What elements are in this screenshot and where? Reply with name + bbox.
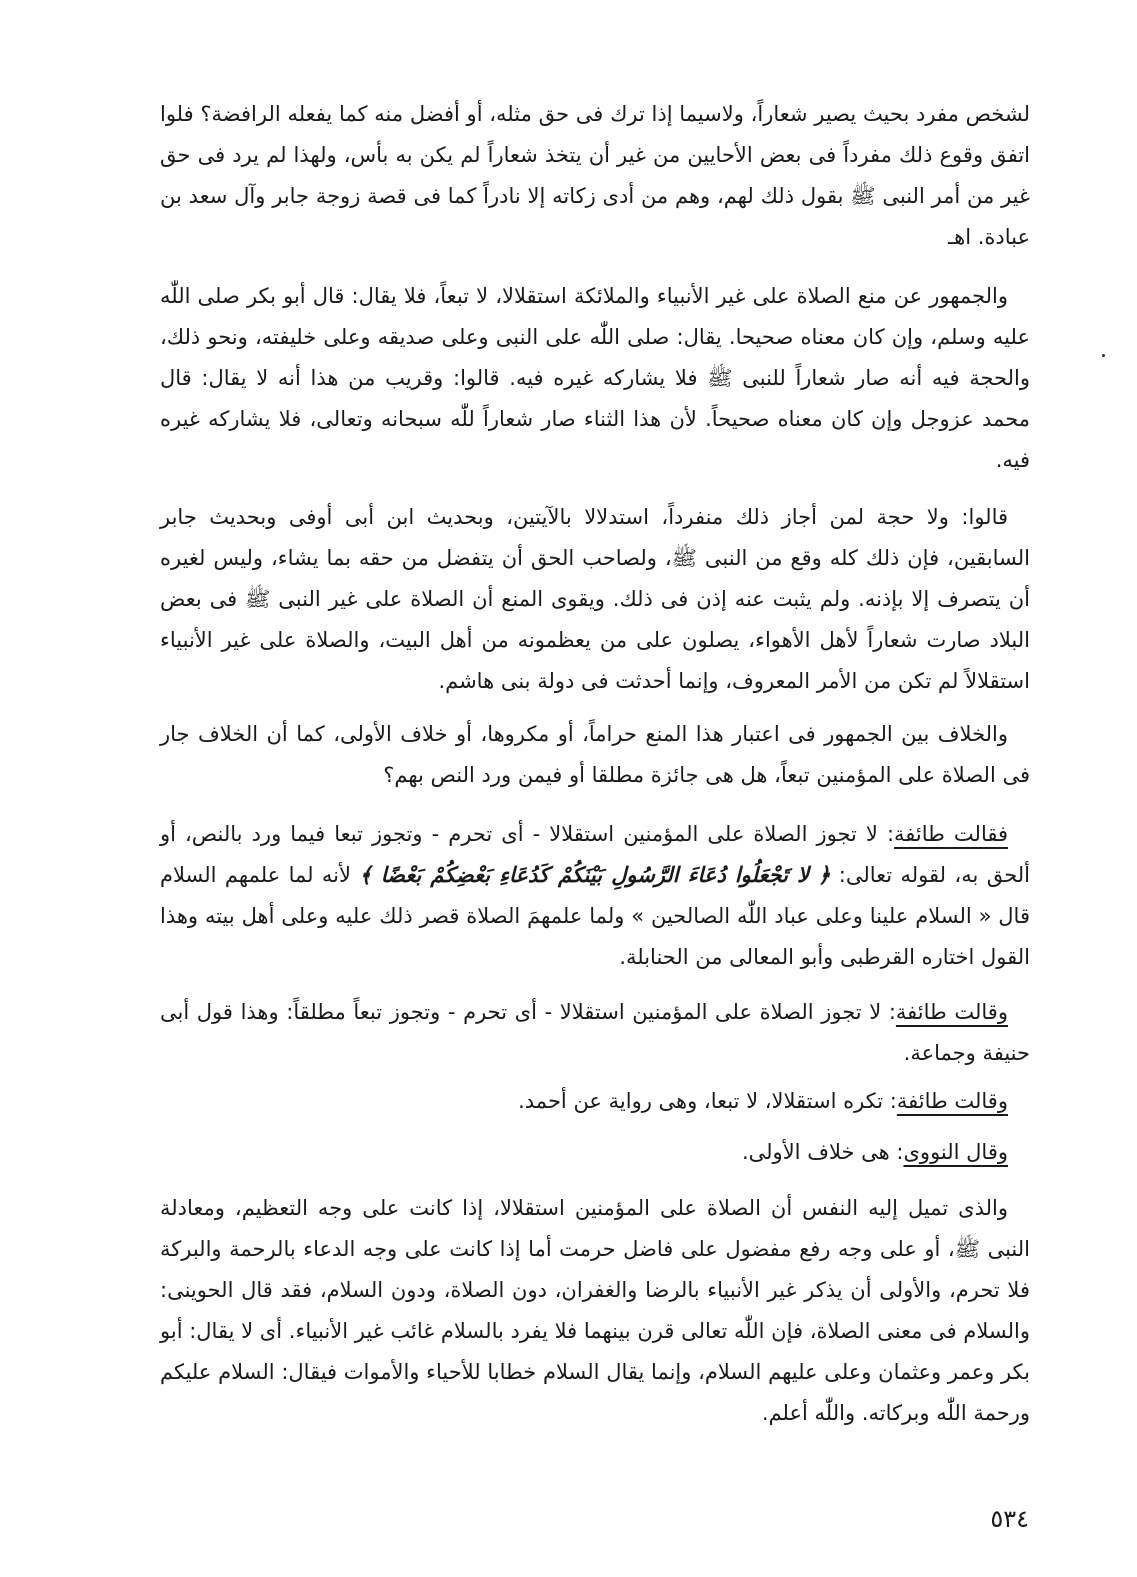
paragraph-lead: فقالت طائفة [894,822,1009,846]
paragraph-lead: وقال النووى [903,1140,1008,1164]
paragraph-text: : هى خلاف الأولى. [741,1140,904,1164]
paragraph-text: : تكره استقلالا، لا تبعا، وهى رواية عن أحمد. [518,1089,897,1113]
paragraph-text: لشخص مفرد بحيث يصير شعاراً، ولاسيما إذا ترك فى حق مثله، أو أفضل منه كما يفعله الرافضة؟ فلوا اتفق وقوع ذلك مفرداً فى بعض الأحايين من غير أن يتخذ شعاراً لم يكن به بأس، ولهذا لم يرد فى حق غير من أمر النبى ﷺ بقول ذلك لهم، وهم من أدى زكاته إلا نادراً كما فى قصة زوجة جابر وآل سعد بن عبادة. اهـ [160,102,1030,249]
paragraph-text: لأنه لما علمهم السلام قال « السلام علينا وعلى عباد اللّٰه الصالحين » ولما علمهمَ الصلاة قصر ذلك عليه وعلى أهل بيته وهذا القول اختاره القرطبى وأبو المعالى من الحنابلة. [160,863,1030,969]
body-paragraph-7 [160,1081,1030,1122]
paragraph-text: والجمهور عن منع الصلاة على غير الأنبياء والملائكة استقلالا، لا تبعاً، فلا يقال: قال أبو بكر صلى اللّٰه عليه وسلم، وإن كان معناه صحيحا. يقال: صلى اللّٰه على النبى وعلى صديقه وعلى خليفته، ونحو ذلك، والحجة فيه أنه صار شعاراً للنبى ﷺ فلا يشاركه غيره فيه. قالوا: وقريب من هذا أنه لا يقال: قال محمد عزوجل وإن كان معناه صحيحاً. لأن هذا الثناء صار شعاراً للّٰه سبحانه وتعالى، فلا يشاركه غيره فيه. [160,284,1030,472]
paragraph-text: والخلاف بين الجمهور فى اعتبار هذا المنع حراماً، أو مكروها، أو خلاف الأولى، كما أن الخلاف جار فى الصلاة على المؤمنين تبعاً، هل هى جائزة مطلقا أو فيمن ورد النص بهم؟ [160,722,1030,787]
paragraph-text: : لا تجوز الصلاة على المؤمنين استقلالا - أى تحرم - وتجوز تبعاً مطلقاً: وهذا قول أبى حنيفة وجماعة. [160,1000,1030,1065]
body-paragraph-2 [160,276,1030,481]
body-paragraph-6 [160,992,1030,1074]
quran-verse: ﴿ لا تَجْعَلُوا دُعَاءَ الرَّسُولِ بَيْنَكُمْ كَدُعَاءِ بَعْضِكُمْ بَعْضًا ﴾ [359,863,831,887]
body-paragraph-1 [160,94,1030,258]
body-paragraph-8 [160,1132,1030,1173]
body-paragraph-5 [160,814,1030,978]
body-paragraph-3 [160,497,1030,702]
paragraph-lead: وقالت طائفة [895,1000,1008,1024]
body-paragraph-9 [160,1188,1030,1434]
paragraph-text: قالوا: ولا حجة لمن أجاز ذلك منفرداً، استدلالا بالآيتين، وبحديث ابن أبى أوفى وبحديث جابر السابقين، فإن ذلك كله وقع من النبى ﷺ، ولصاحب الحق أن يتفضل من حقه بما يشاء، وليس لغيره أن يتصرف إلا بإذنه. ولم يثبت عنه إذن فى ذلك. ويقوى المنع أن الصلاة على غير النبى ﷺ فى بعض البلاد صارت شعاراً لأهل الأهواء، يصلون على من يعظمونه من أهل البيت، والصلاة على غير الأنبياء استقلالاً لم تكن من الأمر المعروف، وإنما أحدثت فى دولة بنى هاشم. [160,505,1030,693]
page-number: ٥٣٤ [990,1505,1029,1533]
paragraph-text: والذى تميل إليه النفس أن الصلاة على المؤمنين استقلالا، إذا كانت على وجه التعظيم، ومعادلة النبى ﷺ، أو على وجه رفع مفضول على فاضل حرمت أما إذا كانت على وجه الدعاء بالرحمة والبركة فلا تحرم، والأولى أن يذكر غير الأنبياء بالرضا والغفران، دون الصلاة، ودون السلام، فقد قال الحوينى: والسلام فى معنى الصلاة، فإن اللّٰه تعالى قرن بينهما فلا يفرد بالسلام غائب غير الأنبياء. أى لا يقال: أبو بكر وعمر وعثمان وعلى عليهم السلام، وإنما يقال السلام خطابا للأحياء والأموات فيقال: السلام عليكم ورحمة اللّٰه وبركاته. واللّٰه أعلم. [160,1196,1030,1425]
scan-speck [1102,354,1105,357]
body-paragraph-4 [160,714,1030,796]
paragraph-text: : لا تجوز الصلاة على المؤمنين استقلالا - أى تحرم - وتجوز تبعا فيما ورد بالنص، أو ألحق به، لقوله تعالى: [160,822,1031,887]
paragraph-lead: وقالت طائفة [896,1089,1008,1113]
